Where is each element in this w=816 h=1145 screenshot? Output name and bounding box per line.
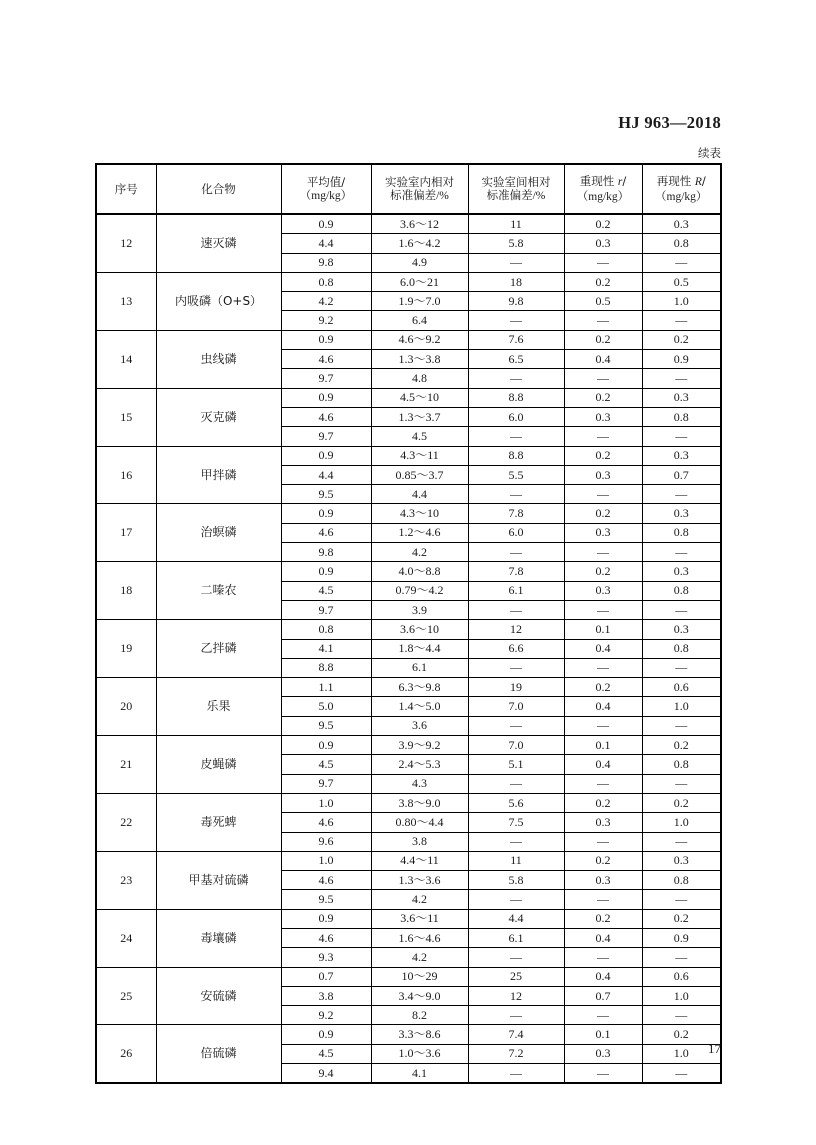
column-header-label: 化合物 bbox=[201, 181, 236, 196]
cell-reproduce: 0.3 bbox=[642, 214, 721, 234]
cell-rsd_inter: 7.8 bbox=[468, 562, 564, 581]
cell-rsd_inter: 6.6 bbox=[468, 639, 564, 658]
cell-repeat: 0.2 bbox=[564, 793, 642, 812]
cell-reproduce: 0.2 bbox=[642, 909, 721, 928]
table-header-row bbox=[96, 164, 721, 214]
cell-rsd_inter: 5.5 bbox=[468, 465, 564, 484]
compound-name-cell: 安硫磷 bbox=[156, 967, 281, 1025]
compound-name-cell: 毒壤磷 bbox=[156, 909, 281, 967]
continued-table-label: 续表 bbox=[698, 146, 721, 160]
cell-reproduce: — bbox=[642, 1006, 721, 1025]
cell-reproduce: 0.8 bbox=[642, 755, 721, 774]
cell-rsd_inter: 11 bbox=[468, 214, 564, 234]
cell-rsd_intra: 4.8 bbox=[371, 369, 468, 388]
cell-repeat: — bbox=[564, 1064, 642, 1084]
cell-mean: 9.2 bbox=[281, 1006, 371, 1025]
cell-rsd_intra: 4.3～11 bbox=[371, 446, 468, 465]
cell-rsd_intra: 4.3 bbox=[371, 774, 468, 793]
table-row bbox=[96, 793, 721, 812]
cell-rsd_intra: 1.9～7.0 bbox=[371, 292, 468, 311]
cell-mean: 1.1 bbox=[281, 678, 371, 697]
cell-rsd_inter: — bbox=[468, 890, 564, 909]
symbol-r: r bbox=[617, 176, 623, 189]
cell-reproduce: 0.2 bbox=[642, 330, 721, 349]
cell-mean: 9.8 bbox=[281, 253, 371, 272]
cell-mean: 4.4 bbox=[281, 465, 371, 484]
cell-reproduce: 1.0 bbox=[642, 292, 721, 311]
cell-rsd_intra: 3.4～9.0 bbox=[371, 986, 468, 1005]
cell-reproduce: 0.8 bbox=[642, 639, 721, 658]
cell-repeat: 0.1 bbox=[564, 620, 642, 639]
cell-rsd_inter: 8.8 bbox=[468, 388, 564, 407]
cell-reproduce: 0.3 bbox=[642, 504, 721, 523]
cell-mean: 0.8 bbox=[281, 272, 371, 291]
cell-mean: 3.8 bbox=[281, 986, 371, 1005]
cell-rsd_inter: 7.2 bbox=[468, 1044, 564, 1063]
cell-reproduce: — bbox=[642, 427, 721, 446]
cell-rsd_inter: 7.6 bbox=[468, 330, 564, 349]
cell-repeat: — bbox=[564, 485, 642, 504]
cell-mean: 4.5 bbox=[281, 581, 371, 600]
cell-mean: 8.8 bbox=[281, 658, 371, 677]
cell-repeat: — bbox=[564, 369, 642, 388]
cell-rsd_intra: 4.5 bbox=[371, 427, 468, 446]
cell-rsd_inter: — bbox=[468, 253, 564, 272]
cell-mean: 4.6 bbox=[281, 350, 371, 369]
row-index-cell: 26 bbox=[96, 1025, 156, 1083]
compound-name-cell: 甲基对硫磷 bbox=[156, 851, 281, 909]
column-header-label: 序号 bbox=[114, 181, 138, 196]
cell-reproduce: — bbox=[642, 948, 721, 967]
cell-rsd_intra: 1.8～4.4 bbox=[371, 639, 468, 658]
column-header-compound bbox=[156, 164, 281, 214]
table-row bbox=[96, 909, 721, 928]
cell-reproduce: — bbox=[642, 543, 721, 562]
cell-rsd_inter: — bbox=[468, 774, 564, 793]
column-header-label: 实验室内相对 bbox=[385, 174, 454, 189]
cell-rsd_intra: 4.4 bbox=[371, 485, 468, 504]
column-header-repeat bbox=[564, 164, 642, 214]
cell-rsd_inter: 5.1 bbox=[468, 755, 564, 774]
cell-rsd_inter: 6.0 bbox=[468, 523, 564, 542]
column-header-label: 重现性 r/ bbox=[579, 174, 627, 189]
column-header-unit: 标准偏差/% bbox=[390, 190, 449, 202]
column-header-label: 实验室间相对 bbox=[481, 174, 551, 189]
cell-reproduce: 1.0 bbox=[642, 697, 721, 716]
cell-rsd_inter: — bbox=[468, 1006, 564, 1025]
table-row bbox=[96, 272, 721, 291]
column-header-mean bbox=[281, 164, 371, 214]
cell-repeat: 0.4 bbox=[564, 755, 642, 774]
table-row bbox=[96, 562, 721, 581]
cell-repeat: — bbox=[564, 948, 642, 967]
cell-rsd_intra: 1.3～3.8 bbox=[371, 350, 468, 369]
cell-rsd_intra: 1.6～4.6 bbox=[371, 928, 468, 947]
cell-mean: 4.5 bbox=[281, 755, 371, 774]
column-header-unit: （mg/kg） bbox=[299, 190, 353, 202]
cell-reproduce: — bbox=[642, 658, 721, 677]
cell-repeat: 0.3 bbox=[564, 407, 642, 426]
cell-repeat: 0.1 bbox=[564, 736, 642, 755]
cell-rsd_intra: 2.4～5.3 bbox=[371, 755, 468, 774]
cell-repeat: 0.2 bbox=[564, 678, 642, 697]
compound-name-cell: 虫线磷 bbox=[156, 330, 281, 388]
cell-repeat: 0.4 bbox=[564, 350, 642, 369]
cell-reproduce: 0.3 bbox=[642, 388, 721, 407]
cell-repeat: 0.4 bbox=[564, 639, 642, 658]
cell-rsd_inter: 6.1 bbox=[468, 581, 564, 600]
cell-rsd_intra: 6.4 bbox=[371, 311, 468, 330]
cell-reproduce: 0.3 bbox=[642, 446, 721, 465]
cell-mean: 9.4 bbox=[281, 1064, 371, 1084]
cell-mean: 0.9 bbox=[281, 388, 371, 407]
cell-mean: 0.9 bbox=[281, 330, 371, 349]
cell-reproduce: 0.9 bbox=[642, 928, 721, 947]
column-header-unit: （mg/kg） bbox=[655, 190, 708, 203]
cell-rsd_intra: 8.2 bbox=[371, 1006, 468, 1025]
precision-data-table bbox=[95, 163, 722, 1084]
cell-reproduce: 0.2 bbox=[642, 1025, 721, 1044]
cell-rsd_intra: 1.3～3.7 bbox=[371, 407, 468, 426]
cell-rsd_inter: 4.4 bbox=[468, 909, 564, 928]
cell-mean: 9.6 bbox=[281, 832, 371, 851]
cell-reproduce: — bbox=[642, 1064, 721, 1084]
cell-mean: 0.9 bbox=[281, 909, 371, 928]
compound-name-cell: 乙拌磷 bbox=[156, 620, 281, 678]
cell-rsd_inter: 7.0 bbox=[468, 736, 564, 755]
row-index-cell: 25 bbox=[96, 967, 156, 1025]
cell-mean: 9.7 bbox=[281, 774, 371, 793]
cell-reproduce: 0.3 bbox=[642, 562, 721, 581]
cell-rsd_intra: 4.6～9.2 bbox=[371, 330, 468, 349]
cell-rsd_inter: 7.5 bbox=[468, 813, 564, 832]
cell-rsd_intra: 3.6～10 bbox=[371, 620, 468, 639]
column-header-rsd_intra bbox=[371, 164, 468, 214]
cell-rsd_inter: 11 bbox=[468, 851, 564, 870]
cell-rsd_intra: 1.6～4.2 bbox=[371, 234, 468, 253]
row-index-cell: 16 bbox=[96, 446, 156, 504]
row-index-cell: 14 bbox=[96, 330, 156, 388]
cell-reproduce: — bbox=[642, 890, 721, 909]
cell-repeat: 0.3 bbox=[564, 234, 642, 253]
cell-repeat: — bbox=[564, 832, 642, 851]
cell-repeat: 0.2 bbox=[564, 330, 642, 349]
cell-mean: 4.6 bbox=[281, 813, 371, 832]
cell-repeat: 0.7 bbox=[564, 986, 642, 1005]
cell-mean: 0.8 bbox=[281, 620, 371, 639]
cell-rsd_inter: 12 bbox=[468, 620, 564, 639]
cell-repeat: 0.3 bbox=[564, 465, 642, 484]
cell-reproduce: — bbox=[642, 253, 721, 272]
cell-mean: 0.7 bbox=[281, 967, 371, 986]
column-header-reproduce bbox=[642, 164, 721, 214]
compound-name-cell: 倍硫磷 bbox=[156, 1025, 281, 1083]
cell-rsd_inter: 7.4 bbox=[468, 1025, 564, 1044]
cell-rsd_inter: — bbox=[468, 832, 564, 851]
cell-rsd_inter: 9.8 bbox=[468, 292, 564, 311]
row-index-cell: 19 bbox=[96, 620, 156, 678]
cell-repeat: 0.2 bbox=[564, 504, 642, 523]
cell-rsd_intra: 10～29 bbox=[371, 967, 468, 986]
cell-rsd_inter: — bbox=[468, 369, 564, 388]
cell-repeat: — bbox=[564, 427, 642, 446]
cell-repeat: 0.3 bbox=[564, 523, 642, 542]
cell-repeat: 0.4 bbox=[564, 928, 642, 947]
cell-rsd_inter: 7.8 bbox=[468, 504, 564, 523]
cell-rsd_inter: 6.1 bbox=[468, 928, 564, 947]
cell-reproduce: 0.9 bbox=[642, 350, 721, 369]
cell-rsd_inter: — bbox=[468, 543, 564, 562]
cell-rsd_inter: 5.8 bbox=[468, 234, 564, 253]
cell-rsd_intra: 3.6～12 bbox=[371, 214, 468, 234]
cell-reproduce: 0.8 bbox=[642, 523, 721, 542]
cell-reproduce: — bbox=[642, 311, 721, 330]
cell-repeat: — bbox=[564, 890, 642, 909]
cell-reproduce: 0.2 bbox=[642, 793, 721, 812]
cell-repeat: — bbox=[564, 774, 642, 793]
cell-rsd_inter: — bbox=[468, 1064, 564, 1084]
cell-reproduce: — bbox=[642, 832, 721, 851]
cell-rsd_intra: 0.85～3.7 bbox=[371, 465, 468, 484]
cell-mean: 4.4 bbox=[281, 234, 371, 253]
table-row bbox=[96, 446, 721, 465]
cell-rsd_inter: — bbox=[468, 311, 564, 330]
cell-rsd_intra: 3.9～9.2 bbox=[371, 736, 468, 755]
cell-repeat: — bbox=[564, 1006, 642, 1025]
row-index-cell: 17 bbox=[96, 504, 156, 562]
cell-rsd_inter: — bbox=[468, 427, 564, 446]
cell-reproduce: — bbox=[642, 716, 721, 735]
cell-rsd_inter: — bbox=[468, 485, 564, 504]
cell-mean: 9.7 bbox=[281, 600, 371, 619]
table-header bbox=[96, 164, 721, 214]
table-row bbox=[96, 736, 721, 755]
cell-repeat: 0.2 bbox=[564, 214, 642, 234]
cell-rsd_intra: 4.5～10 bbox=[371, 388, 468, 407]
table-row bbox=[96, 504, 721, 523]
column-header-unit: 标准偏差/% bbox=[486, 190, 546, 202]
cell-mean: 0.9 bbox=[281, 736, 371, 755]
column-header-rsd_inter bbox=[468, 164, 564, 214]
cell-reproduce: — bbox=[642, 369, 721, 388]
cell-rsd_intra: 6.0～21 bbox=[371, 272, 468, 291]
column-header-index bbox=[96, 164, 156, 214]
cell-mean: 9.5 bbox=[281, 485, 371, 504]
cell-rsd_inter: — bbox=[468, 600, 564, 619]
cell-reproduce: 0.8 bbox=[642, 581, 721, 600]
cell-mean: 1.0 bbox=[281, 851, 371, 870]
cell-reproduce: 0.6 bbox=[642, 678, 721, 697]
cell-mean: 9.8 bbox=[281, 543, 371, 562]
cell-rsd_intra: 3.8 bbox=[371, 832, 468, 851]
cell-rsd_intra: 0.80～4.4 bbox=[371, 813, 468, 832]
standard-code-header: HJ 963—2018 bbox=[618, 113, 721, 132]
compound-name-cell: 毒死蜱 bbox=[156, 793, 281, 851]
cell-rsd_intra: 1.4～5.0 bbox=[371, 697, 468, 716]
cell-reproduce: 0.8 bbox=[642, 234, 721, 253]
row-index-cell: 20 bbox=[96, 678, 156, 736]
cell-repeat: 0.2 bbox=[564, 851, 642, 870]
row-index-cell: 18 bbox=[96, 562, 156, 620]
cell-rsd_inter: 18 bbox=[468, 272, 564, 291]
cell-rsd_intra: 4.3～10 bbox=[371, 504, 468, 523]
cell-mean: 9.3 bbox=[281, 948, 371, 967]
compound-name-cell: 甲拌磷 bbox=[156, 446, 281, 504]
cell-rsd_inter: 19 bbox=[468, 678, 564, 697]
cell-repeat: 0.5 bbox=[564, 292, 642, 311]
cell-mean: 9.5 bbox=[281, 890, 371, 909]
cell-rsd_intra: 1.3～3.6 bbox=[371, 871, 468, 890]
cell-mean: 4.1 bbox=[281, 639, 371, 658]
cell-mean: 5.0 bbox=[281, 697, 371, 716]
cell-mean: 0.9 bbox=[281, 214, 371, 234]
cell-repeat: 0.3 bbox=[564, 581, 642, 600]
cell-reproduce: — bbox=[642, 600, 721, 619]
compound-name-cell: 皮蝇磷 bbox=[156, 736, 281, 794]
row-index-cell: 22 bbox=[96, 793, 156, 851]
table-row bbox=[96, 620, 721, 639]
cell-repeat: — bbox=[564, 716, 642, 735]
cell-repeat: — bbox=[564, 658, 642, 677]
cell-reproduce: — bbox=[642, 774, 721, 793]
row-index-cell: 24 bbox=[96, 909, 156, 967]
column-header-label: 再现性 R/ bbox=[656, 174, 706, 189]
cell-mean: 0.9 bbox=[281, 504, 371, 523]
row-index-cell: 13 bbox=[96, 272, 156, 330]
cell-repeat: — bbox=[564, 543, 642, 562]
cell-repeat: 0.2 bbox=[564, 388, 642, 407]
cell-mean: 0.9 bbox=[281, 1025, 371, 1044]
cell-mean: 4.5 bbox=[281, 1044, 371, 1063]
cell-repeat: 0.2 bbox=[564, 272, 642, 291]
row-index-cell: 15 bbox=[96, 388, 156, 446]
cell-mean: 0.9 bbox=[281, 446, 371, 465]
compound-name-cell: 内吸磷（O+S） bbox=[156, 272, 281, 330]
table-row bbox=[96, 214, 721, 234]
compound-name-cell: 治螟磷 bbox=[156, 504, 281, 562]
cell-rsd_intra: 4.2 bbox=[371, 543, 468, 562]
cell-rsd_inter: 5.6 bbox=[468, 793, 564, 812]
cell-rsd_intra: 4.2 bbox=[371, 948, 468, 967]
cell-rsd_intra: 6.3～9.8 bbox=[371, 678, 468, 697]
row-index-cell: 23 bbox=[96, 851, 156, 909]
cell-rsd_intra: 4.1 bbox=[371, 1064, 468, 1084]
cell-repeat: 0.4 bbox=[564, 967, 642, 986]
cell-repeat: 0.3 bbox=[564, 813, 642, 832]
cell-reproduce: 1.0 bbox=[642, 986, 721, 1005]
cell-reproduce: 0.3 bbox=[642, 620, 721, 639]
table-row bbox=[96, 851, 721, 870]
cell-reproduce: 0.2 bbox=[642, 736, 721, 755]
cell-reproduce: — bbox=[642, 485, 721, 504]
cell-repeat: — bbox=[564, 253, 642, 272]
cell-mean: 9.7 bbox=[281, 369, 371, 388]
cell-rsd_intra: 4.9 bbox=[371, 253, 468, 272]
cell-repeat: 0.1 bbox=[564, 1025, 642, 1044]
cell-reproduce: 0.8 bbox=[642, 407, 721, 426]
cell-repeat: 0.3 bbox=[564, 1044, 642, 1063]
compound-name-cell: 乐果 bbox=[156, 678, 281, 736]
cell-rsd_intra: 6.1 bbox=[371, 658, 468, 677]
cell-rsd_intra: 1.2～4.6 bbox=[371, 523, 468, 542]
cell-mean: 9.5 bbox=[281, 716, 371, 735]
table-body bbox=[96, 214, 721, 1083]
cell-rsd_inter: 6.5 bbox=[468, 350, 564, 369]
cell-rsd_inter: 6.0 bbox=[468, 407, 564, 426]
cell-rsd_inter: — bbox=[468, 948, 564, 967]
symbol-R: R bbox=[694, 176, 702, 189]
cell-mean: 1.0 bbox=[281, 793, 371, 812]
cell-rsd_inter: 12 bbox=[468, 986, 564, 1005]
cell-mean: 4.6 bbox=[281, 871, 371, 890]
cell-rsd_inter: — bbox=[468, 658, 564, 677]
cell-mean: 9.7 bbox=[281, 427, 371, 446]
cell-reproduce: 0.7 bbox=[642, 465, 721, 484]
compound-name-cell: 灭克磷 bbox=[156, 388, 281, 446]
cell-mean: 4.2 bbox=[281, 292, 371, 311]
cell-rsd_intra: 1.0～3.6 bbox=[371, 1044, 468, 1063]
cell-repeat: 0.2 bbox=[564, 446, 642, 465]
cell-repeat: 0.2 bbox=[564, 909, 642, 928]
cell-repeat: 0.2 bbox=[564, 562, 642, 581]
cell-rsd_intra: 3.3～8.6 bbox=[371, 1025, 468, 1044]
column-header-label: 平均值/ bbox=[306, 174, 346, 189]
cell-rsd_intra: 3.6 bbox=[371, 716, 468, 735]
cell-reproduce: 0.3 bbox=[642, 851, 721, 870]
cell-reproduce: 1.0 bbox=[642, 813, 721, 832]
cell-repeat: — bbox=[564, 311, 642, 330]
row-index-cell: 12 bbox=[96, 214, 156, 272]
cell-rsd_intra: 4.2 bbox=[371, 890, 468, 909]
cell-rsd_intra: 4.4～11 bbox=[371, 851, 468, 870]
table-row bbox=[96, 678, 721, 697]
cell-reproduce: 1.0 bbox=[642, 1044, 721, 1063]
cell-rsd_intra: 0.79～4.2 bbox=[371, 581, 468, 600]
cell-rsd_inter: — bbox=[468, 716, 564, 735]
cell-rsd_intra: 3.8～9.0 bbox=[371, 793, 468, 812]
cell-mean: 9.2 bbox=[281, 311, 371, 330]
cell-mean: 4.6 bbox=[281, 523, 371, 542]
table-row bbox=[96, 388, 721, 407]
column-header-unit: （mg/kg） bbox=[576, 190, 630, 203]
compound-name-cell: 速灭磷 bbox=[156, 214, 281, 272]
cell-mean: 4.6 bbox=[281, 928, 371, 947]
row-index-cell: 21 bbox=[96, 736, 156, 794]
cell-reproduce: 0.6 bbox=[642, 967, 721, 986]
cell-repeat: 0.3 bbox=[564, 871, 642, 890]
table-row bbox=[96, 330, 721, 349]
cell-rsd_intra: 3.9 bbox=[371, 600, 468, 619]
cell-repeat: — bbox=[564, 600, 642, 619]
compound-name-cell: 二嗪农 bbox=[156, 562, 281, 620]
cell-repeat: 0.4 bbox=[564, 697, 642, 716]
cell-reproduce: 0.8 bbox=[642, 871, 721, 890]
cell-mean: 0.9 bbox=[281, 562, 371, 581]
cell-rsd_inter: 5.8 bbox=[468, 871, 564, 890]
table-row bbox=[96, 967, 721, 986]
page-number: 17 bbox=[708, 1041, 721, 1056]
cell-mean: 4.6 bbox=[281, 407, 371, 426]
cell-rsd_inter: 25 bbox=[468, 967, 564, 986]
cell-rsd_intra: 4.0～8.8 bbox=[371, 562, 468, 581]
cell-rsd_inter: 7.0 bbox=[468, 697, 564, 716]
cell-rsd_inter: 8.8 bbox=[468, 446, 564, 465]
cell-reproduce: 0.5 bbox=[642, 272, 721, 291]
cell-rsd_intra: 3.6～11 bbox=[371, 909, 468, 928]
